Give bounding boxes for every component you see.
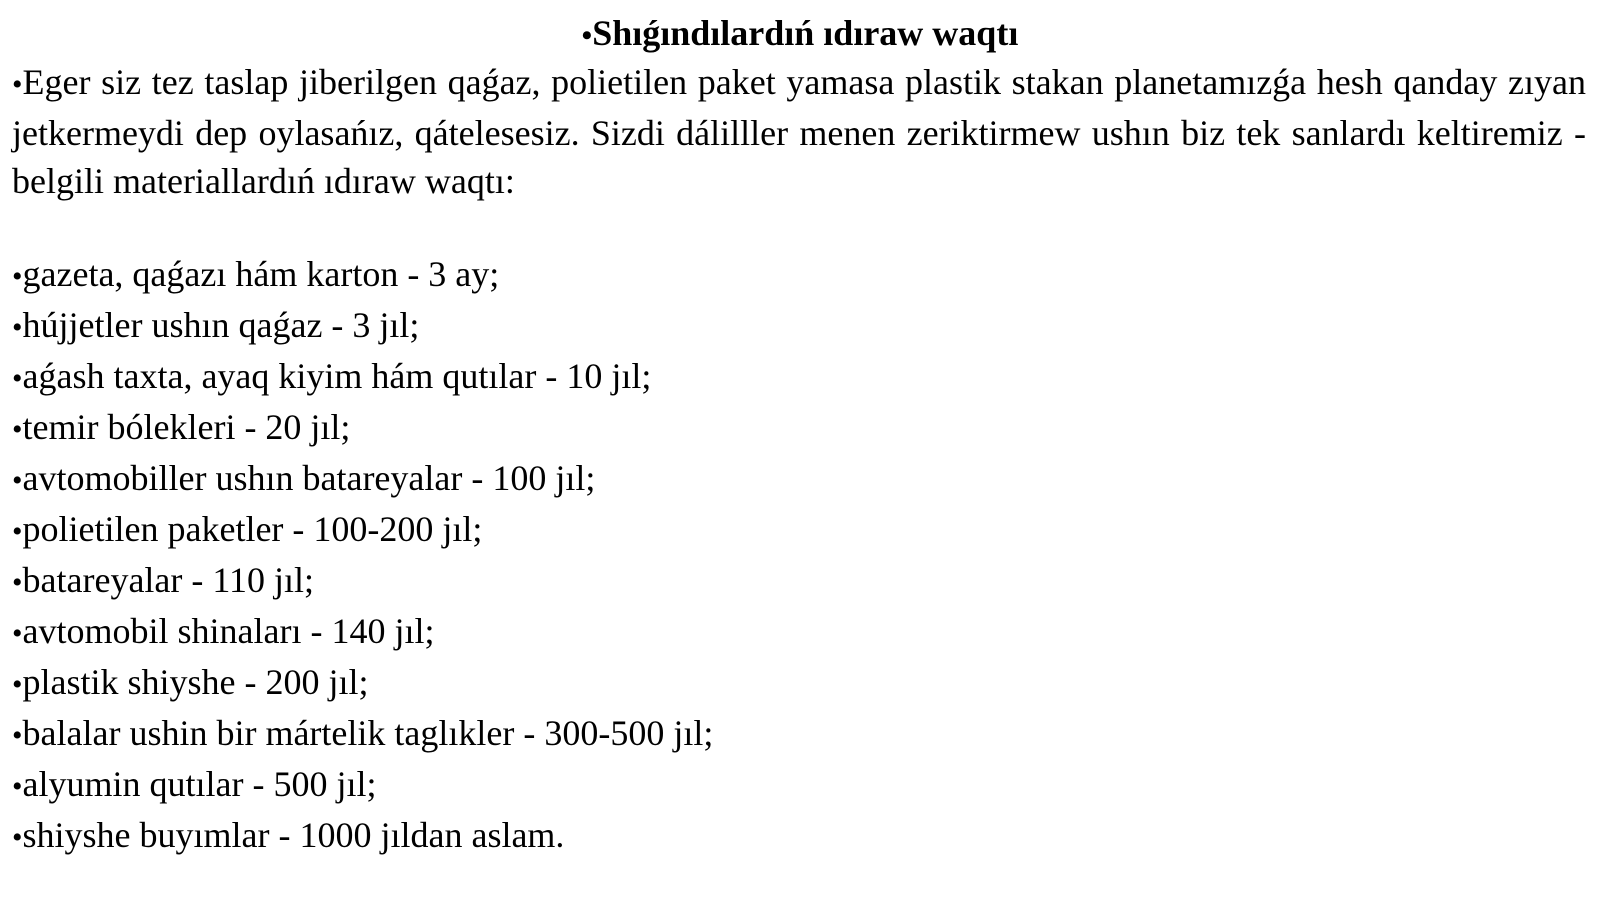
list-item-text: hújjetler ushın qaǵaz - 3 jıl;: [22, 305, 420, 345]
list-item-text: alyumin qutılar - 500 jıl;: [22, 764, 377, 804]
bullet-icon: •: [12, 617, 23, 650]
bullet-icon: •: [12, 821, 23, 854]
list-item-text: polietilen paketler - 100-200 jıl;: [22, 509, 483, 549]
bullet-icon: •: [12, 311, 23, 344]
list-item: [12, 811, 1586, 862]
list-item: [12, 658, 1586, 709]
list-item-text: avtomobiller ushın batareyalar - 100 jıl;: [22, 458, 596, 498]
list-item-text: shiyshe buyımlar - 1000 jıldan aslam.: [22, 815, 565, 855]
list-item: [12, 250, 1586, 301]
bullet-icon: •: [12, 515, 23, 548]
bullet-icon: •: [12, 719, 23, 752]
list-item-text: batareyalar - 110 jıl;: [22, 560, 315, 600]
list-item-text: aǵash taxta, ayaq kiyim hám qutılar - 10 jıl;: [22, 356, 652, 396]
list-item: [12, 760, 1586, 811]
list-item: [12, 352, 1586, 403]
bullet-icon: •: [12, 362, 23, 395]
bullet-icon: •: [12, 68, 23, 101]
bullet-icon: •: [12, 668, 23, 701]
intro-paragraph: [12, 58, 1586, 205]
bullet-icon: •: [12, 464, 23, 497]
decomposition-list: [12, 250, 1586, 862]
intro-text: Eger siz tez taslap jiberilgen qaǵaz, polietilen paket yamasa plastik stakan planetamızǵa hesh qanday zıyan jetkermeydi dep oylasańız, qátelesesiz. Sizdi dálilller menen zeriktirmew ushın biz tek sanlardı keltiremiz - belgili materiallardıń ıdıraw waqtı:: [12, 62, 1586, 201]
bullet-icon: •: [581, 19, 593, 52]
bullet-icon: •: [12, 566, 23, 599]
list-item: [12, 403, 1586, 454]
slide-title: [0, 10, 1600, 59]
list-item-text: balalar ushin bir mártelik taglıkler - 300-500 jıl;: [22, 713, 714, 753]
list-item: [12, 454, 1586, 505]
list-item: [12, 607, 1586, 658]
list-item-text: plastik shiyshe - 200 jıl;: [22, 662, 369, 702]
bullet-icon: •: [12, 770, 23, 803]
bullet-icon: •: [12, 413, 23, 446]
list-item: [12, 505, 1586, 556]
list-item: [12, 556, 1586, 607]
bullet-icon: •: [12, 260, 23, 293]
list-item-text: temir bólekleri - 20 jıl;: [22, 407, 351, 447]
list-item-text: avtomobil shinaları - 140 jıl;: [22, 611, 435, 651]
list-item: [12, 301, 1586, 352]
list-item: [12, 709, 1586, 760]
list-item-text: gazeta, qaǵazı hám karton - 3 ay;: [22, 254, 500, 294]
title-text: Shıǵındılardıń ıdıraw waqtı: [592, 13, 1019, 53]
